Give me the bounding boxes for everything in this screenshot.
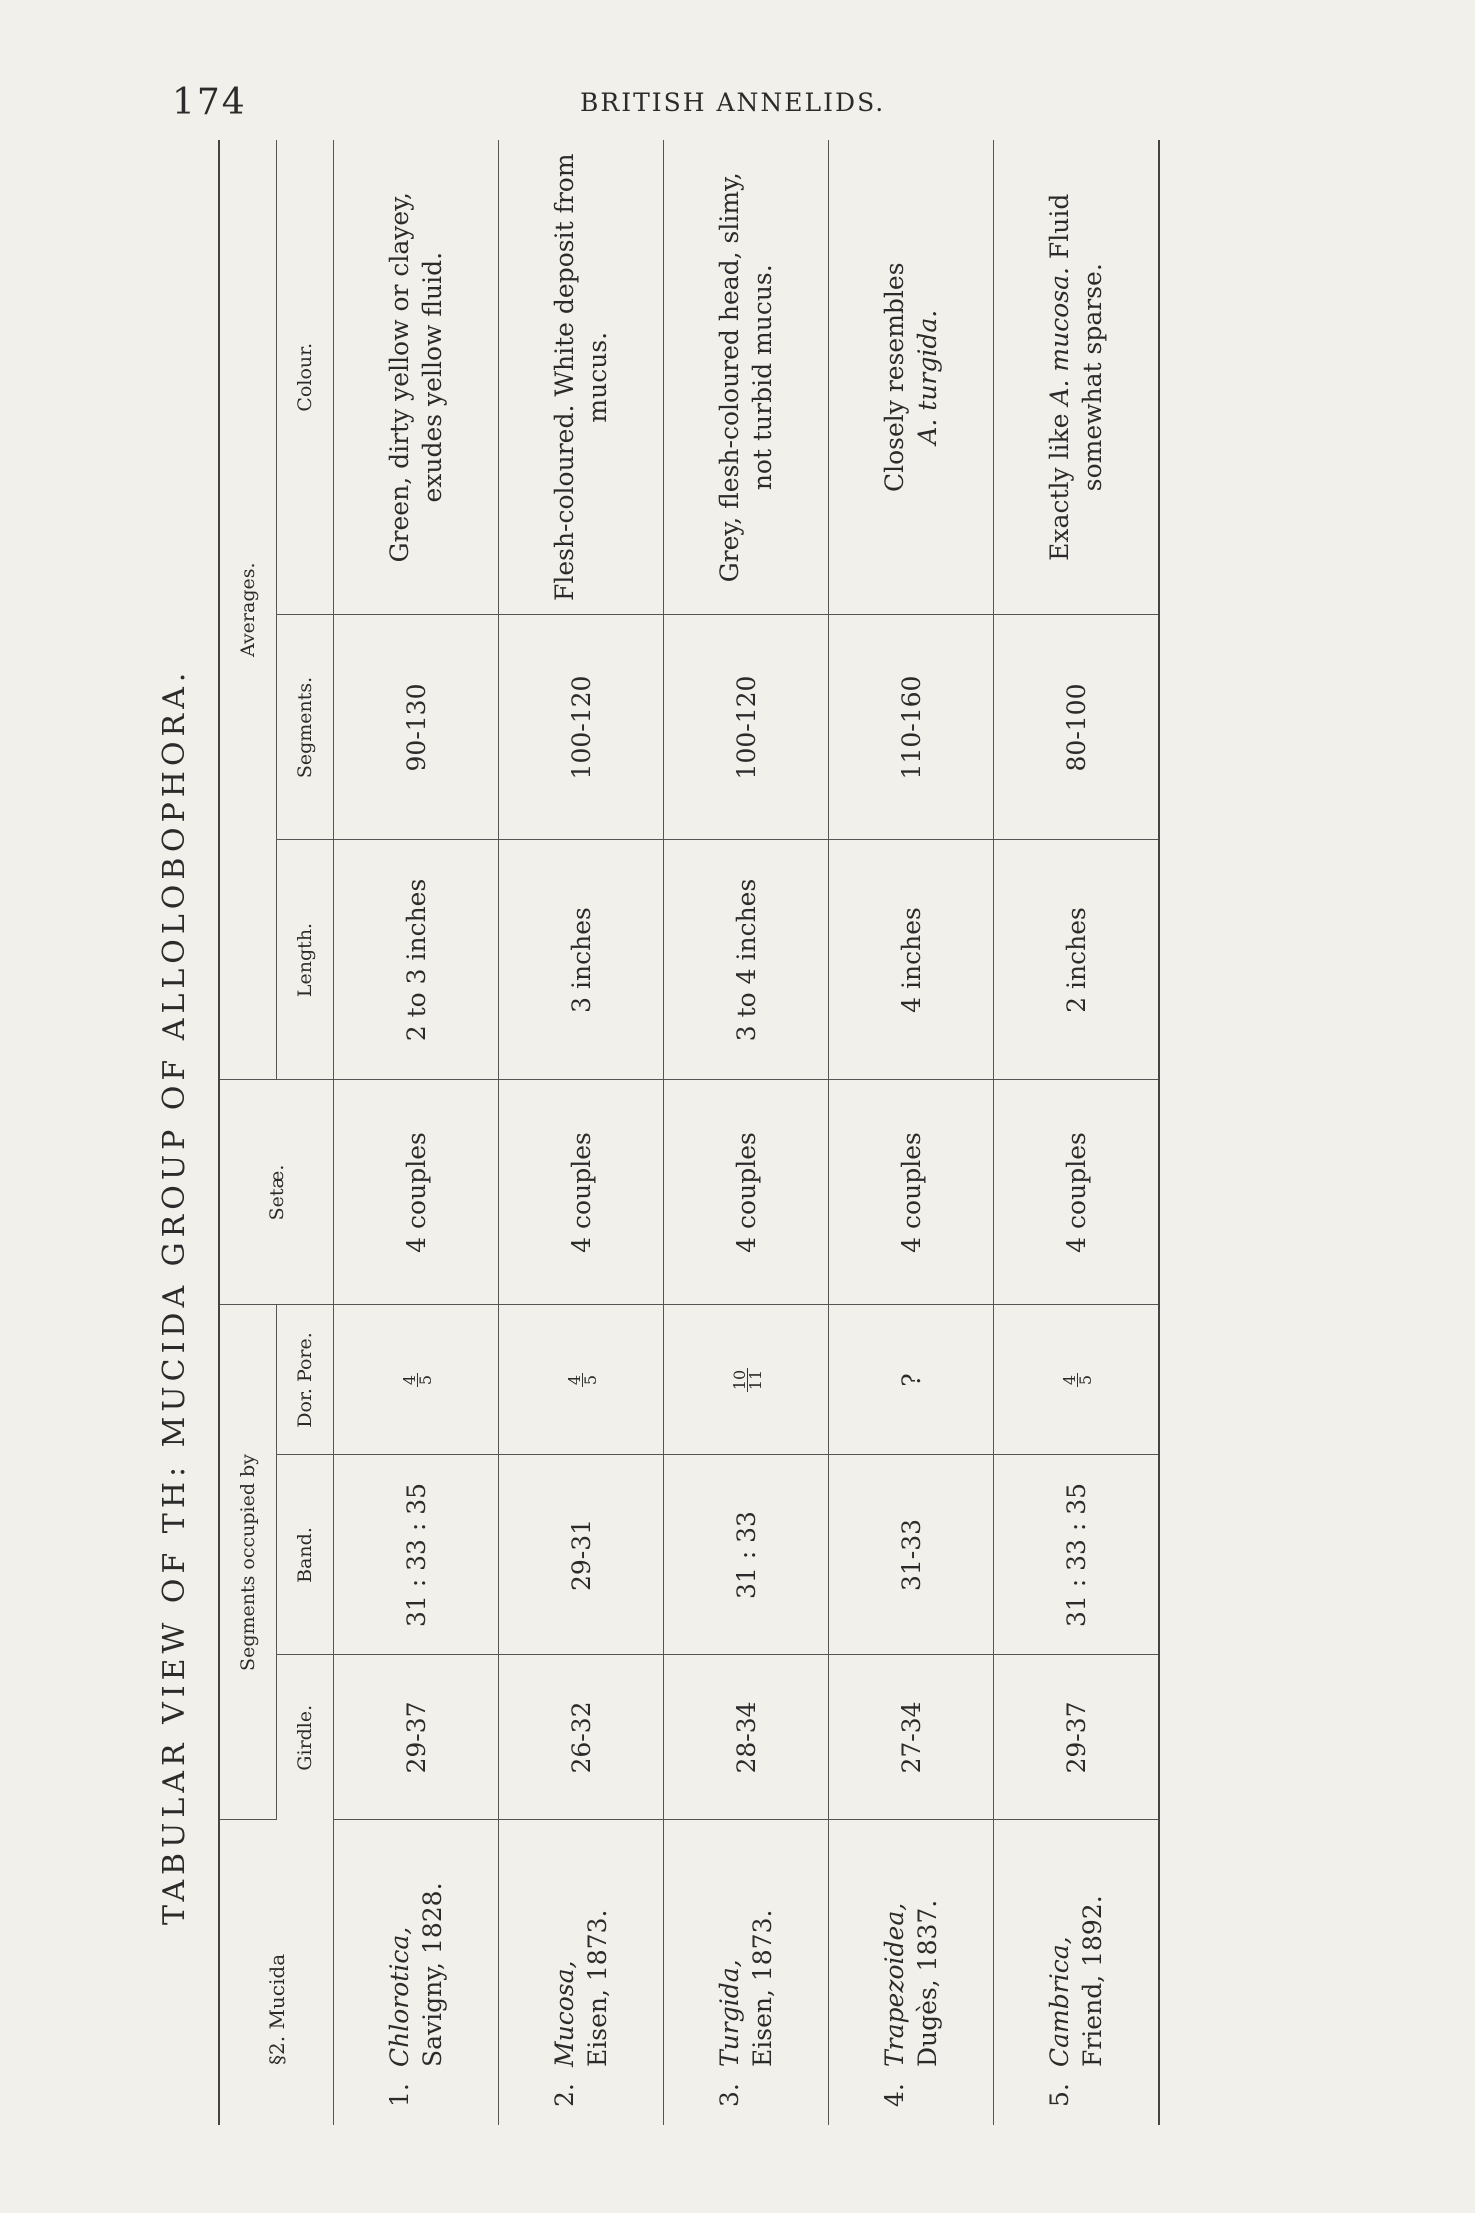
setae-cell: 4 couples [994, 1080, 1160, 1305]
dor-pore-fraction: 4 5 [1060, 1374, 1095, 1386]
segments-cell: 80-100 [994, 615, 1160, 840]
species-name: Mucosa, [550, 1960, 579, 2067]
table-row [829, 140, 994, 2125]
girdle-cell: 29-37 [994, 1655, 1160, 1820]
setae-cell: 4 couples [664, 1080, 829, 1305]
species-author: Friend, 1892. [1078, 1895, 1107, 2067]
band-cell: 31-33 [829, 1455, 994, 1655]
species-author: Dugès, 1837. [913, 1899, 942, 2067]
length-cell: 2 to 3 inches [334, 840, 499, 1080]
section-label: §2. Mucida [264, 1953, 289, 2065]
colour-text: Closely resembles [880, 262, 909, 493]
row-number: 5. [1045, 2083, 1074, 2107]
row-number: 4. [880, 2083, 909, 2107]
colour-cell: Grey, flesh-coloured head, slimy, not turbid mucus. [664, 140, 829, 615]
dor-pore-cell [994, 1305, 1160, 1455]
species-cell [664, 1820, 829, 2125]
colour-cell [829, 140, 994, 615]
species-name: Turgida, [715, 1959, 744, 2067]
species-name: Chlorotica, [385, 1926, 414, 2067]
dor-pore-fraction: 10 11 [730, 1369, 765, 1391]
species-author: Eisen, 1873. [748, 1909, 777, 2067]
dor-pore-cell [334, 1305, 499, 1455]
length-cell: 4 inches [829, 840, 994, 1080]
segments-cell: 100-120 [499, 615, 664, 840]
dor-pore-fraction: 4 5 [400, 1374, 435, 1386]
setae-cell: 4 couples [829, 1080, 994, 1305]
col-header-length: Length. [277, 840, 334, 1080]
colour-text: Exactly like [1045, 413, 1074, 561]
col-header-segments: Segments. [277, 615, 334, 840]
rotated-table-block [150, 140, 1320, 2125]
segments-cell: 100-120 [664, 615, 829, 840]
table-row [994, 140, 1160, 2125]
band-cell: 31 : 33 [664, 1455, 829, 1655]
species-cell [994, 1820, 1160, 2125]
col-header-band: Band. [277, 1455, 334, 1655]
colour-cell [994, 140, 1160, 615]
length-cell: 3 inches [499, 840, 664, 1080]
girdle-cell: 27-34 [829, 1655, 994, 1820]
girdle-cell: 26-32 [499, 1655, 664, 1820]
group-header-averages: Averages. [219, 140, 277, 1080]
col-header-girdle: Girdle. [277, 1655, 334, 1820]
page-number: 174 [172, 82, 247, 123]
band-cell: 31 : 33 : 35 [994, 1455, 1160, 1655]
species-name: Trapezoidea, [880, 1902, 909, 2067]
band-cell: 31 : 33 : 35 [334, 1455, 499, 1655]
species-cell [334, 1820, 499, 2125]
dor-pore-cell: ? [829, 1305, 994, 1455]
species-cell [499, 1820, 664, 2125]
row-number: 2. [550, 2083, 579, 2107]
colour-cell: Green, dirty yellow or clayey, exudes yellow fluid. [334, 140, 499, 615]
girdle-cell: 29-37 [334, 1655, 499, 1820]
col-header-setae: Setæ. [219, 1080, 334, 1305]
dor-pore-cell [664, 1305, 829, 1455]
setae-cell: 4 couples [334, 1080, 499, 1305]
col-header-dor-pore: Dor. Pore. [277, 1305, 334, 1455]
col-header-colour: Colour. [277, 140, 334, 615]
table-row [664, 140, 829, 2125]
colour-reference: A. mucosa. [1045, 267, 1074, 406]
group-header-segments: Segments occupied by [219, 1305, 277, 1820]
colour-text-suffix: Fluid somewhat sparse. [1045, 193, 1107, 492]
row-number: 1. [385, 2083, 414, 2107]
table-row [334, 140, 499, 2125]
species-author: Savigny, 1828. [418, 1882, 447, 2067]
girdle-cell: 28-34 [664, 1655, 829, 1820]
colour-cell: Flesh-coloured. White deposit from mucus. [499, 140, 664, 615]
species-author: Eisen, 1873. [583, 1909, 612, 2067]
band-cell: 29-31 [499, 1455, 664, 1655]
dor-pore-cell [499, 1305, 664, 1455]
running-title: BRITISH ANNELIDS. [580, 88, 886, 117]
species-cell [829, 1820, 994, 2125]
dor-pore-fraction: 4 5 [565, 1374, 600, 1386]
colour-reference: A. turgida. [913, 309, 942, 445]
length-cell: 3 to 4 inches [664, 840, 829, 1080]
table-title: TABULAR VIEW OF TH: MUCIDA GROUP OF ALLOLOBOPHORA. [157, 667, 192, 1925]
mucida-table [218, 140, 1160, 2125]
segments-cell: 110-160 [829, 615, 994, 840]
species-name: Cambrica, [1045, 1936, 1074, 2067]
segments-cell: 90-130 [334, 615, 499, 840]
table-row [499, 140, 664, 2125]
setae-cell: 4 couples [499, 1080, 664, 1305]
row-number: 3. [715, 2083, 744, 2107]
length-cell: 2 inches [994, 840, 1160, 1080]
